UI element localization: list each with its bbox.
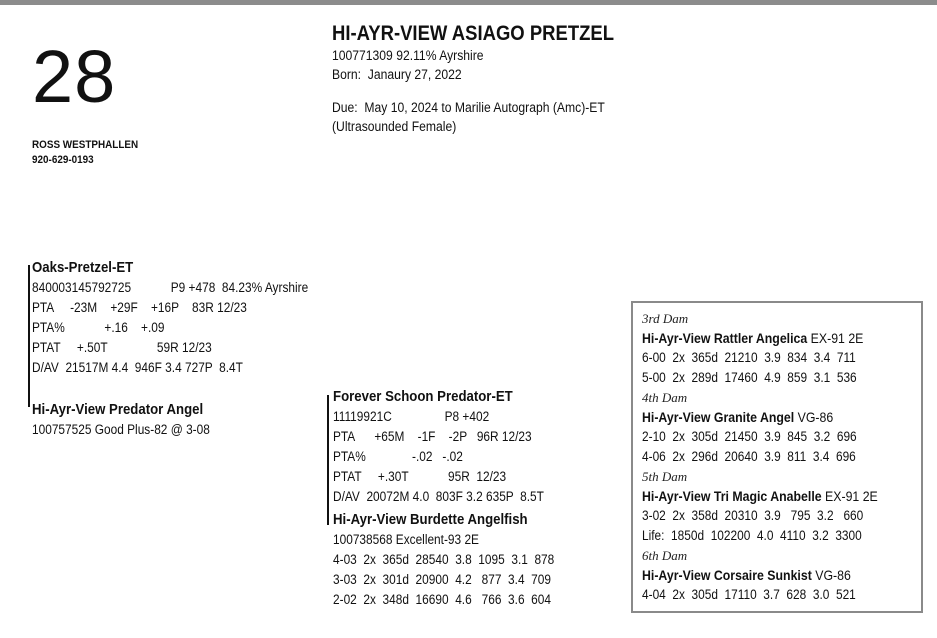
mgs-name: Forever Schoon Predator-ET (333, 388, 513, 405)
mgs-block (333, 387, 573, 507)
mgs-dav: D/AV 20072M 4.0 803F 3.2 635P 8.5T (333, 489, 544, 504)
lot-number: 28 (32, 35, 117, 118)
dam-name: Hi-Ayr-View Granite Angel (642, 409, 795, 425)
sire-dav: D/AV 21517M 4.4 946F 3.4 727P 8.4T (32, 360, 243, 375)
dam-entry-3rd (642, 309, 910, 388)
pedigree-bracket-mgs (327, 395, 329, 525)
dam-record: 4-04 2x 305d 17110 3.7 628 3.0 521 (642, 587, 856, 602)
animal-id-line: 100771309 92.11% Ayrshire (332, 48, 484, 63)
dam-generation-label: 4th Dam (642, 390, 688, 405)
animal-header (332, 22, 652, 136)
pedigree-bracket-sire (28, 265, 30, 407)
spacer (332, 84, 620, 98)
granddam-record: 2-02 2x 348d 16690 4.6 766 3.6 604 (333, 592, 551, 607)
dam-name-line (642, 486, 878, 506)
top-border-bar (0, 0, 937, 5)
dam-record: 3-02 2x 358d 20310 3.9 795 3.2 660 (642, 508, 864, 523)
dam-name-line (642, 565, 878, 585)
mgs-ptat: PTAT +.30T 95R 12/23 (333, 469, 507, 484)
granddam-record: 4-03 2x 365d 28540 3.8 1095 3.1 878 (333, 552, 555, 567)
ancestor-dams-box (631, 301, 923, 613)
sire-name: Oaks-Pretzel-ET (32, 259, 134, 276)
dam-generation-label: 3rd Dam (642, 311, 689, 326)
dam-record: 2-10 2x 305d 21450 3.9 845 3.2 696 (642, 429, 857, 444)
dam-entry-4th (642, 388, 910, 467)
animal-due: Due: May 10, 2024 to Marilie Autograph (Amc)-ET (332, 100, 605, 115)
granddam-block (333, 510, 584, 610)
dam-name: Hi-Ayr-View Corsaire Sunkist (642, 567, 812, 583)
dam-generation-label: 5th Dam (642, 469, 688, 484)
dam-block (32, 400, 234, 440)
dam-entry-6th (642, 546, 910, 605)
animal-born: Born: Janaury 27, 2022 (332, 67, 462, 82)
mgs-pta: PTA +65M -1F -2P 96R 12/23 (333, 429, 532, 444)
mgs-pta-pct: PTA% -.02 -.02 (333, 449, 463, 464)
animal-name: HI-AYR-VIEW ASIAGO PRETZEL (332, 22, 615, 45)
granddam-name: Hi-Ayr-View Burdette Angelfish (333, 511, 528, 528)
dam-score: EX-91 2E (810, 330, 864, 346)
dam-name: Hi-Ayr-View Predator Angel (32, 401, 204, 418)
consignor-phone: 920-629-0193 (32, 154, 94, 166)
dam-entry-5th (642, 467, 910, 546)
dam-generation-label: 6th Dam (642, 548, 688, 563)
sire-block (32, 258, 346, 378)
dam-score: VG-86 (815, 567, 851, 583)
dam-record: 4-06 2x 296d 20640 3.9 811 3.4 696 (642, 449, 856, 464)
dam-score: VG-86 (797, 409, 834, 425)
sire-pta: PTA -23M +29F +16P 83R 12/23 (32, 300, 247, 315)
dams-list (642, 309, 910, 605)
animal-due-note: (Ultrasounded Female) (332, 119, 457, 134)
dam-name-line (642, 328, 878, 348)
consignor-info (32, 138, 138, 168)
granddam-record: 3-03 2x 301d 20900 4.2 877 3.4 709 (333, 572, 551, 587)
dam-score: EX-91 2E (825, 488, 878, 504)
mgs-id-line: 11119921C P8 +402 (333, 409, 490, 424)
dam-record: 5-00 2x 289d 17460 4.9 859 3.1 536 (642, 370, 857, 385)
dam-id-line: 100757525 Good Plus-82 @ 3-08 (32, 422, 210, 437)
granddam-id-line: 100738568 Excellent-93 2E (333, 532, 479, 547)
sire-ptat: PTAT +.50T 59R 12/23 (32, 340, 212, 355)
dam-name: Hi-Ayr-View Tri Magic Anabelle (642, 488, 822, 504)
dam-name-line (642, 407, 878, 427)
dam-record: 6-00 2x 365d 21210 3.9 834 3.4 711 (642, 350, 856, 365)
dam-name: Hi-Ayr-View Rattler Angelica (642, 330, 808, 346)
sire-pta-pct: PTA% +.16 +.09 (32, 320, 165, 335)
consignor-name: ROSS WESTPHALLEN (32, 139, 139, 151)
sire-id-line: 840003145792725 P9 +478 84.23% Ayrshire (32, 280, 309, 295)
dam-lifetime-record: Life: 1850d 102200 4.0 4110 3.2 3300 (642, 528, 862, 543)
